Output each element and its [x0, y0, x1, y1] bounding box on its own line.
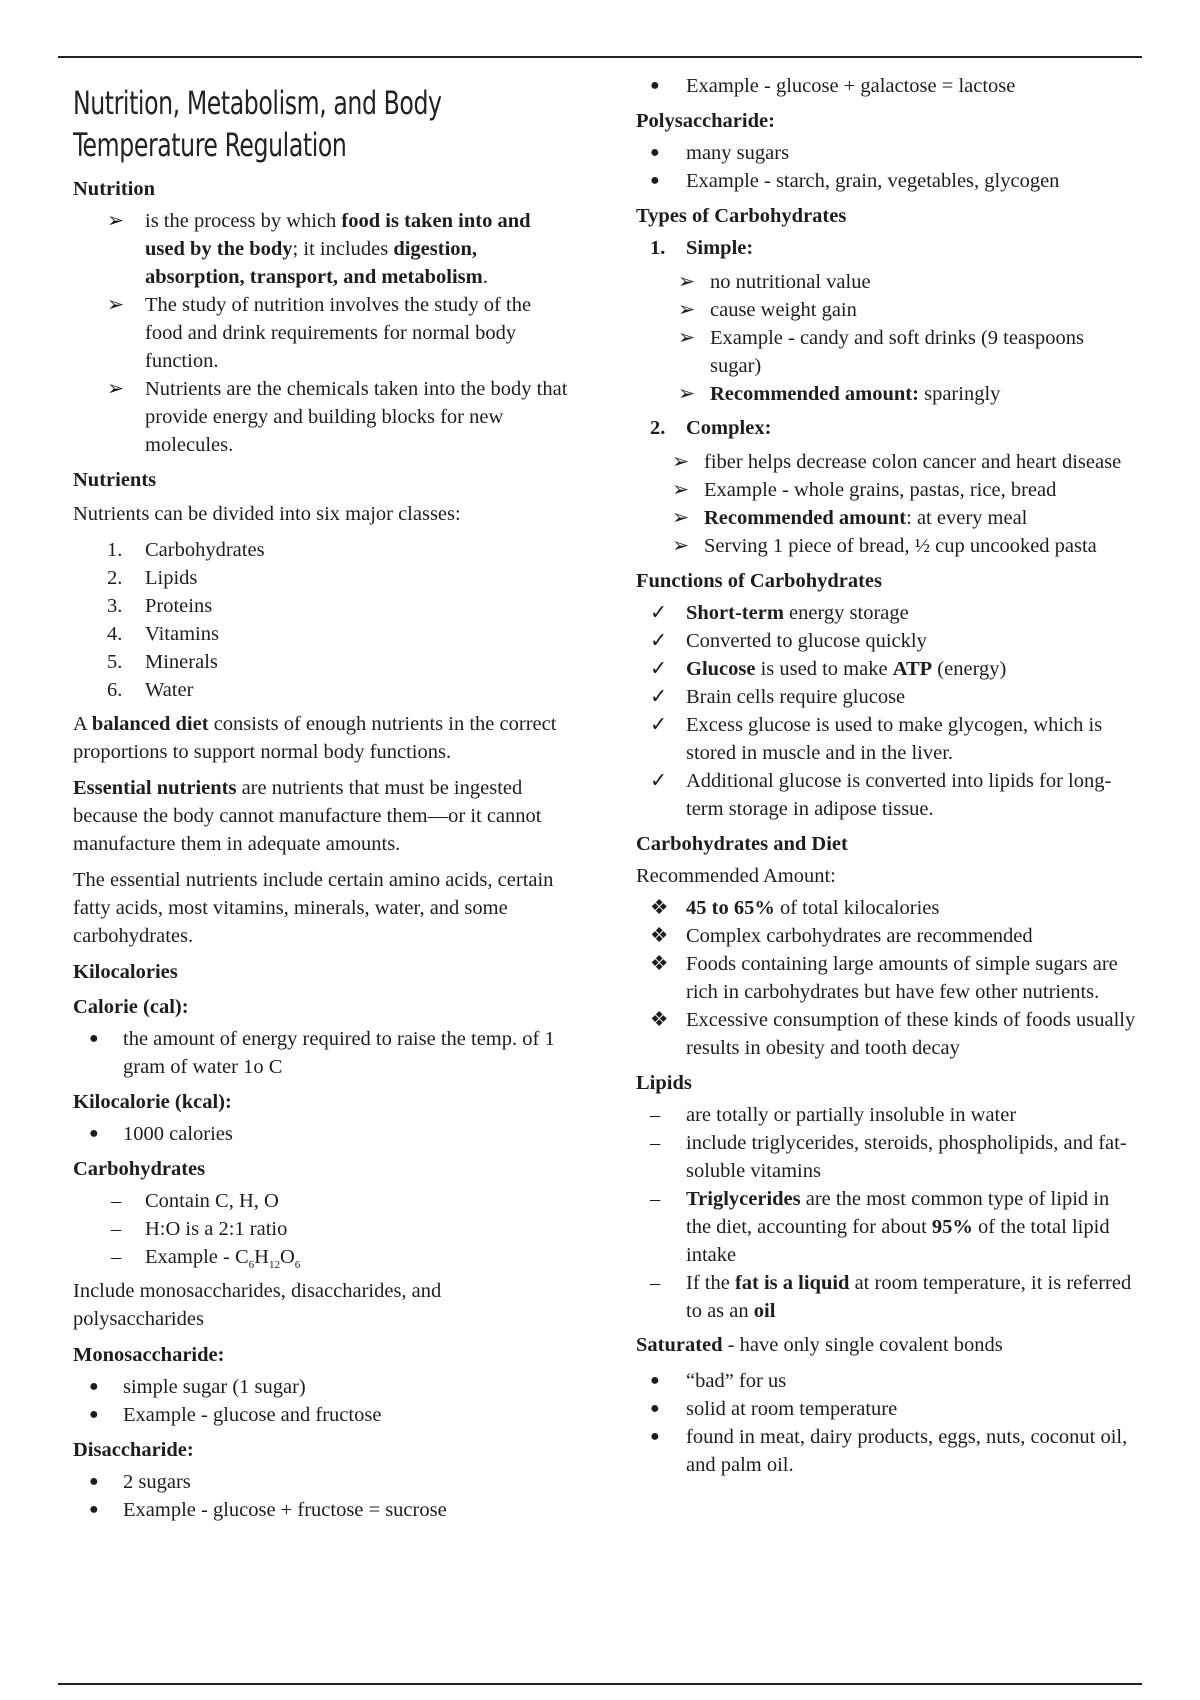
list-item: ✓ Glucose is used to make ATP (energy): [636, 655, 1136, 683]
recommended-amount-label: Recommended Amount:: [636, 865, 836, 887]
arrow-bullet-icon: ➢: [678, 299, 696, 321]
list-item: ➢ fiber helps decrease colon cancer and heart disease: [660, 448, 1136, 476]
essential-nutrients-paragraph: Essential nutrients are nutrients that must be ingested because the body cannot manufacture them—or it cannot manufacture them in adequate amounts.: [73, 777, 542, 855]
bullet-icon: ●: [650, 172, 660, 189]
list-item: ● Example - glucose + fructose = sucrose: [73, 1496, 573, 1524]
complex-list: [660, 448, 1136, 560]
arrow-bullet-icon: ➢: [678, 271, 696, 293]
monosaccharide-heading: Monosaccharide:: [73, 1344, 225, 1366]
arrow-bullet-icon: ➢: [672, 535, 690, 557]
bullet-icon: ●: [89, 1501, 99, 1518]
arrow-bullet-icon: ➢: [672, 507, 690, 529]
check-icon: ✓: [650, 770, 668, 792]
bullet-icon: ●: [650, 1372, 660, 1389]
bullet-icon: ●: [89, 1378, 99, 1395]
list-item: ● Example - starch, grain, vegetables, glycogen: [636, 167, 1136, 195]
disaccharide-heading: Disaccharide:: [73, 1439, 194, 1461]
list-item: – If the fat is a liquid at room temperature, it is referred to as an oil: [650, 1272, 1132, 1322]
check-icon: ✓: [650, 602, 668, 624]
bullet-icon: ●: [650, 1400, 660, 1417]
bullet-icon: ●: [89, 1406, 99, 1423]
list-item: ➢ Recommended amount: sparingly: [666, 380, 1136, 408]
list-item: ➢ Serving 1 piece of bread, ½ cup uncooked pasta: [660, 532, 1136, 560]
list-item: ● simple sugar (1 sugar): [73, 1373, 573, 1401]
functions-heading: Functions of Carbohydrates: [636, 570, 883, 592]
diamond-bullet-icon: ❖: [650, 1009, 669, 1031]
kilocalories-heading: Kilocalories: [73, 961, 178, 983]
list-item: ✓ Additional glucose is converted into lipids for long-term storage in adipose tissue.: [636, 767, 1136, 823]
list-item: 3. Proteins: [107, 595, 213, 617]
list-item: ● the amount of energy required to raise the temp. of 1 gram of water 1o C: [73, 1025, 573, 1081]
list-item: – are totally or partially insoluble in water: [650, 1104, 1017, 1126]
carbohydrates-include: Include monosaccharides, disaccharides, and polysaccharides: [73, 1280, 442, 1330]
types-list-complex: [636, 414, 1136, 442]
list-item: – Example - $C_6H_{12}O_6$: [111, 1246, 301, 1272]
list-item: ➢ cause weight gain: [666, 296, 1136, 324]
list-item: ✓ Brain cells require glucose: [636, 683, 1136, 711]
carbohydrates-heading: Carbohydrates: [73, 1158, 206, 1180]
list-item: 1. Carbohydrates: [107, 539, 265, 561]
nutrition-list: [73, 207, 573, 459]
polysaccharide-list: [636, 139, 1136, 195]
left-column: [73, 70, 573, 1530]
list-item: – Triglycerides are the most common type of lipid in the diet, accounting for about 95% of the total lipid intake: [650, 1188, 1110, 1266]
list-item: ● solid at room temperature: [636, 1395, 1136, 1423]
list-item: 2. Lipids: [107, 567, 198, 589]
carbohydrates-list: [73, 1187, 573, 1271]
arrow-bullet-icon: ➢: [107, 210, 125, 232]
bullet-icon: ●: [650, 77, 660, 94]
nutrients-intro: Nutrients can be divided into six major classes:: [73, 503, 461, 525]
list-item: ● many sugars: [636, 139, 1136, 167]
essential-list-paragraph: The essential nutrients include certain amino acids, certain fatty acids, most vitamins, minerals, water, and some carbohydrates.: [73, 869, 554, 947]
arrow-bullet-icon: ➢: [672, 479, 690, 501]
check-icon: ✓: [650, 658, 668, 680]
top-rule: [58, 56, 1142, 58]
nutrition-heading: Nutrition: [73, 178, 155, 200]
list-item: ❖ Complex carbohydrates are recommended: [636, 922, 1136, 950]
disaccharide-list: [73, 1468, 573, 1524]
disaccharide-list-continued: [636, 72, 1136, 100]
types-list: [636, 234, 1136, 262]
list-item: ● found in meat, dairy products, eggs, nuts, coconut oil, and palm oil.: [636, 1423, 1136, 1479]
list-item: 4. Vitamins: [107, 623, 219, 645]
list-item: ✓ Short-term energy storage: [636, 599, 1136, 627]
list-item: ● “bad” for us: [636, 1367, 1136, 1395]
saturated-list: [636, 1367, 1136, 1479]
polysaccharide-heading: Polysaccharide:: [636, 110, 775, 132]
list-item: 6. Water: [107, 679, 194, 701]
list-item: ➢ Recommended amount: at every meal: [660, 504, 1136, 532]
list-item: ❖ Foods containing large amounts of simple sugars are rich in carbohydrates but have few other nutrients.: [636, 950, 1136, 1006]
list-item: ✓ Converted to glucose quickly: [636, 627, 1136, 655]
diamond-bullet-icon: ❖: [650, 953, 669, 975]
list-item: ● Example - glucose + galactose = lactose: [636, 72, 1136, 100]
nutrients-heading: Nutrients: [73, 469, 157, 491]
calorie-list: [73, 1025, 573, 1081]
diet-list: [636, 894, 1136, 1062]
bullet-icon: ●: [650, 1428, 660, 1445]
list-item: 5. Minerals: [107, 651, 218, 673]
functions-list: [636, 599, 1136, 823]
list-item: ➢ The study of nutrition involves the study of the food and drink requirements for normal body function.: [73, 291, 573, 375]
kilocalorie-list: [73, 1120, 573, 1148]
bullet-icon: ●: [650, 144, 660, 161]
monosaccharide-list: [73, 1373, 573, 1429]
check-icon: ✓: [650, 686, 668, 708]
page-title-line-2: Temperature Regulation: [73, 126, 347, 164]
lipids-list: [636, 1101, 1136, 1325]
check-icon: ✓: [650, 714, 668, 736]
diamond-bullet-icon: ❖: [650, 897, 669, 919]
list-item-simple: 1. Simple:: [650, 237, 754, 259]
list-item: ❖ 45 to 65% of total kilocalories: [636, 894, 1136, 922]
bullet-icon: ●: [89, 1473, 99, 1490]
list-item: ➢ is the process by which food is taken into and used by the body; it includes digestion, absorption, transport, and metabolism.: [73, 207, 573, 291]
simple-list: [666, 268, 1136, 408]
arrow-bullet-icon: ➢: [678, 383, 696, 405]
nutrient-classes-list: [73, 536, 573, 704]
check-icon: ✓: [650, 630, 668, 652]
list-item: ● Example - glucose and fructose: [73, 1401, 573, 1429]
balanced-diet-paragraph: A balanced diet consists of enough nutrients in the correct proportions to support normal body functions.: [73, 713, 557, 763]
list-item: ● 2 sugars: [73, 1468, 573, 1496]
bullet-icon: ●: [89, 1125, 99, 1142]
calorie-heading: Calorie (cal):: [73, 996, 189, 1018]
arrow-bullet-icon: ➢: [672, 451, 690, 473]
right-column: [636, 70, 1136, 1485]
list-item: ➢ Nutrients are the chemicals taken into the body that provide energy and building blocks for new molecules.: [73, 375, 573, 459]
list-item: – Contain C, H, O: [111, 1190, 279, 1212]
page-title-line-1: Nutrition, Metabolism, and Body: [73, 84, 442, 122]
bottom-rule: [58, 1683, 1142, 1685]
list-item: ➢ no nutritional value: [666, 268, 1136, 296]
diet-heading: Carbohydrates and Diet: [636, 833, 848, 855]
list-item: ✓ Excess glucose is used to make glycogen, which is stored in muscle and in the liver.: [636, 711, 1136, 767]
arrow-bullet-icon: ➢: [678, 327, 696, 349]
diamond-bullet-icon: ❖: [650, 925, 669, 947]
saturated-paragraph: Saturated - have only single covalent bonds: [636, 1334, 1003, 1356]
list-item: ● 1000 calories: [73, 1120, 573, 1148]
bullet-icon: ●: [89, 1030, 99, 1047]
list-item: ❖ Excessive consumption of these kinds of foods usually results in obesity and tooth decay: [636, 1006, 1136, 1062]
types-heading: Types of Carbohydrates: [636, 205, 847, 227]
list-item: ➢ Example - candy and soft drinks (9 teaspoons sugar): [666, 324, 1136, 380]
list-item: ➢ Example - whole grains, pastas, rice, bread: [660, 476, 1136, 504]
arrow-bullet-icon: ➢: [107, 294, 125, 316]
arrow-bullet-icon: ➢: [107, 378, 125, 400]
list-item-complex: 2. Complex:: [650, 417, 772, 439]
lipids-heading: Lipids: [636, 1072, 692, 1094]
kilocalorie-heading: Kilocalorie (kcal):: [73, 1091, 232, 1113]
list-item: – H:O is a 2:1 ratio: [111, 1218, 288, 1240]
list-item: – include triglycerides, steroids, phospholipids, and fat-soluble vitamins: [650, 1132, 1127, 1182]
